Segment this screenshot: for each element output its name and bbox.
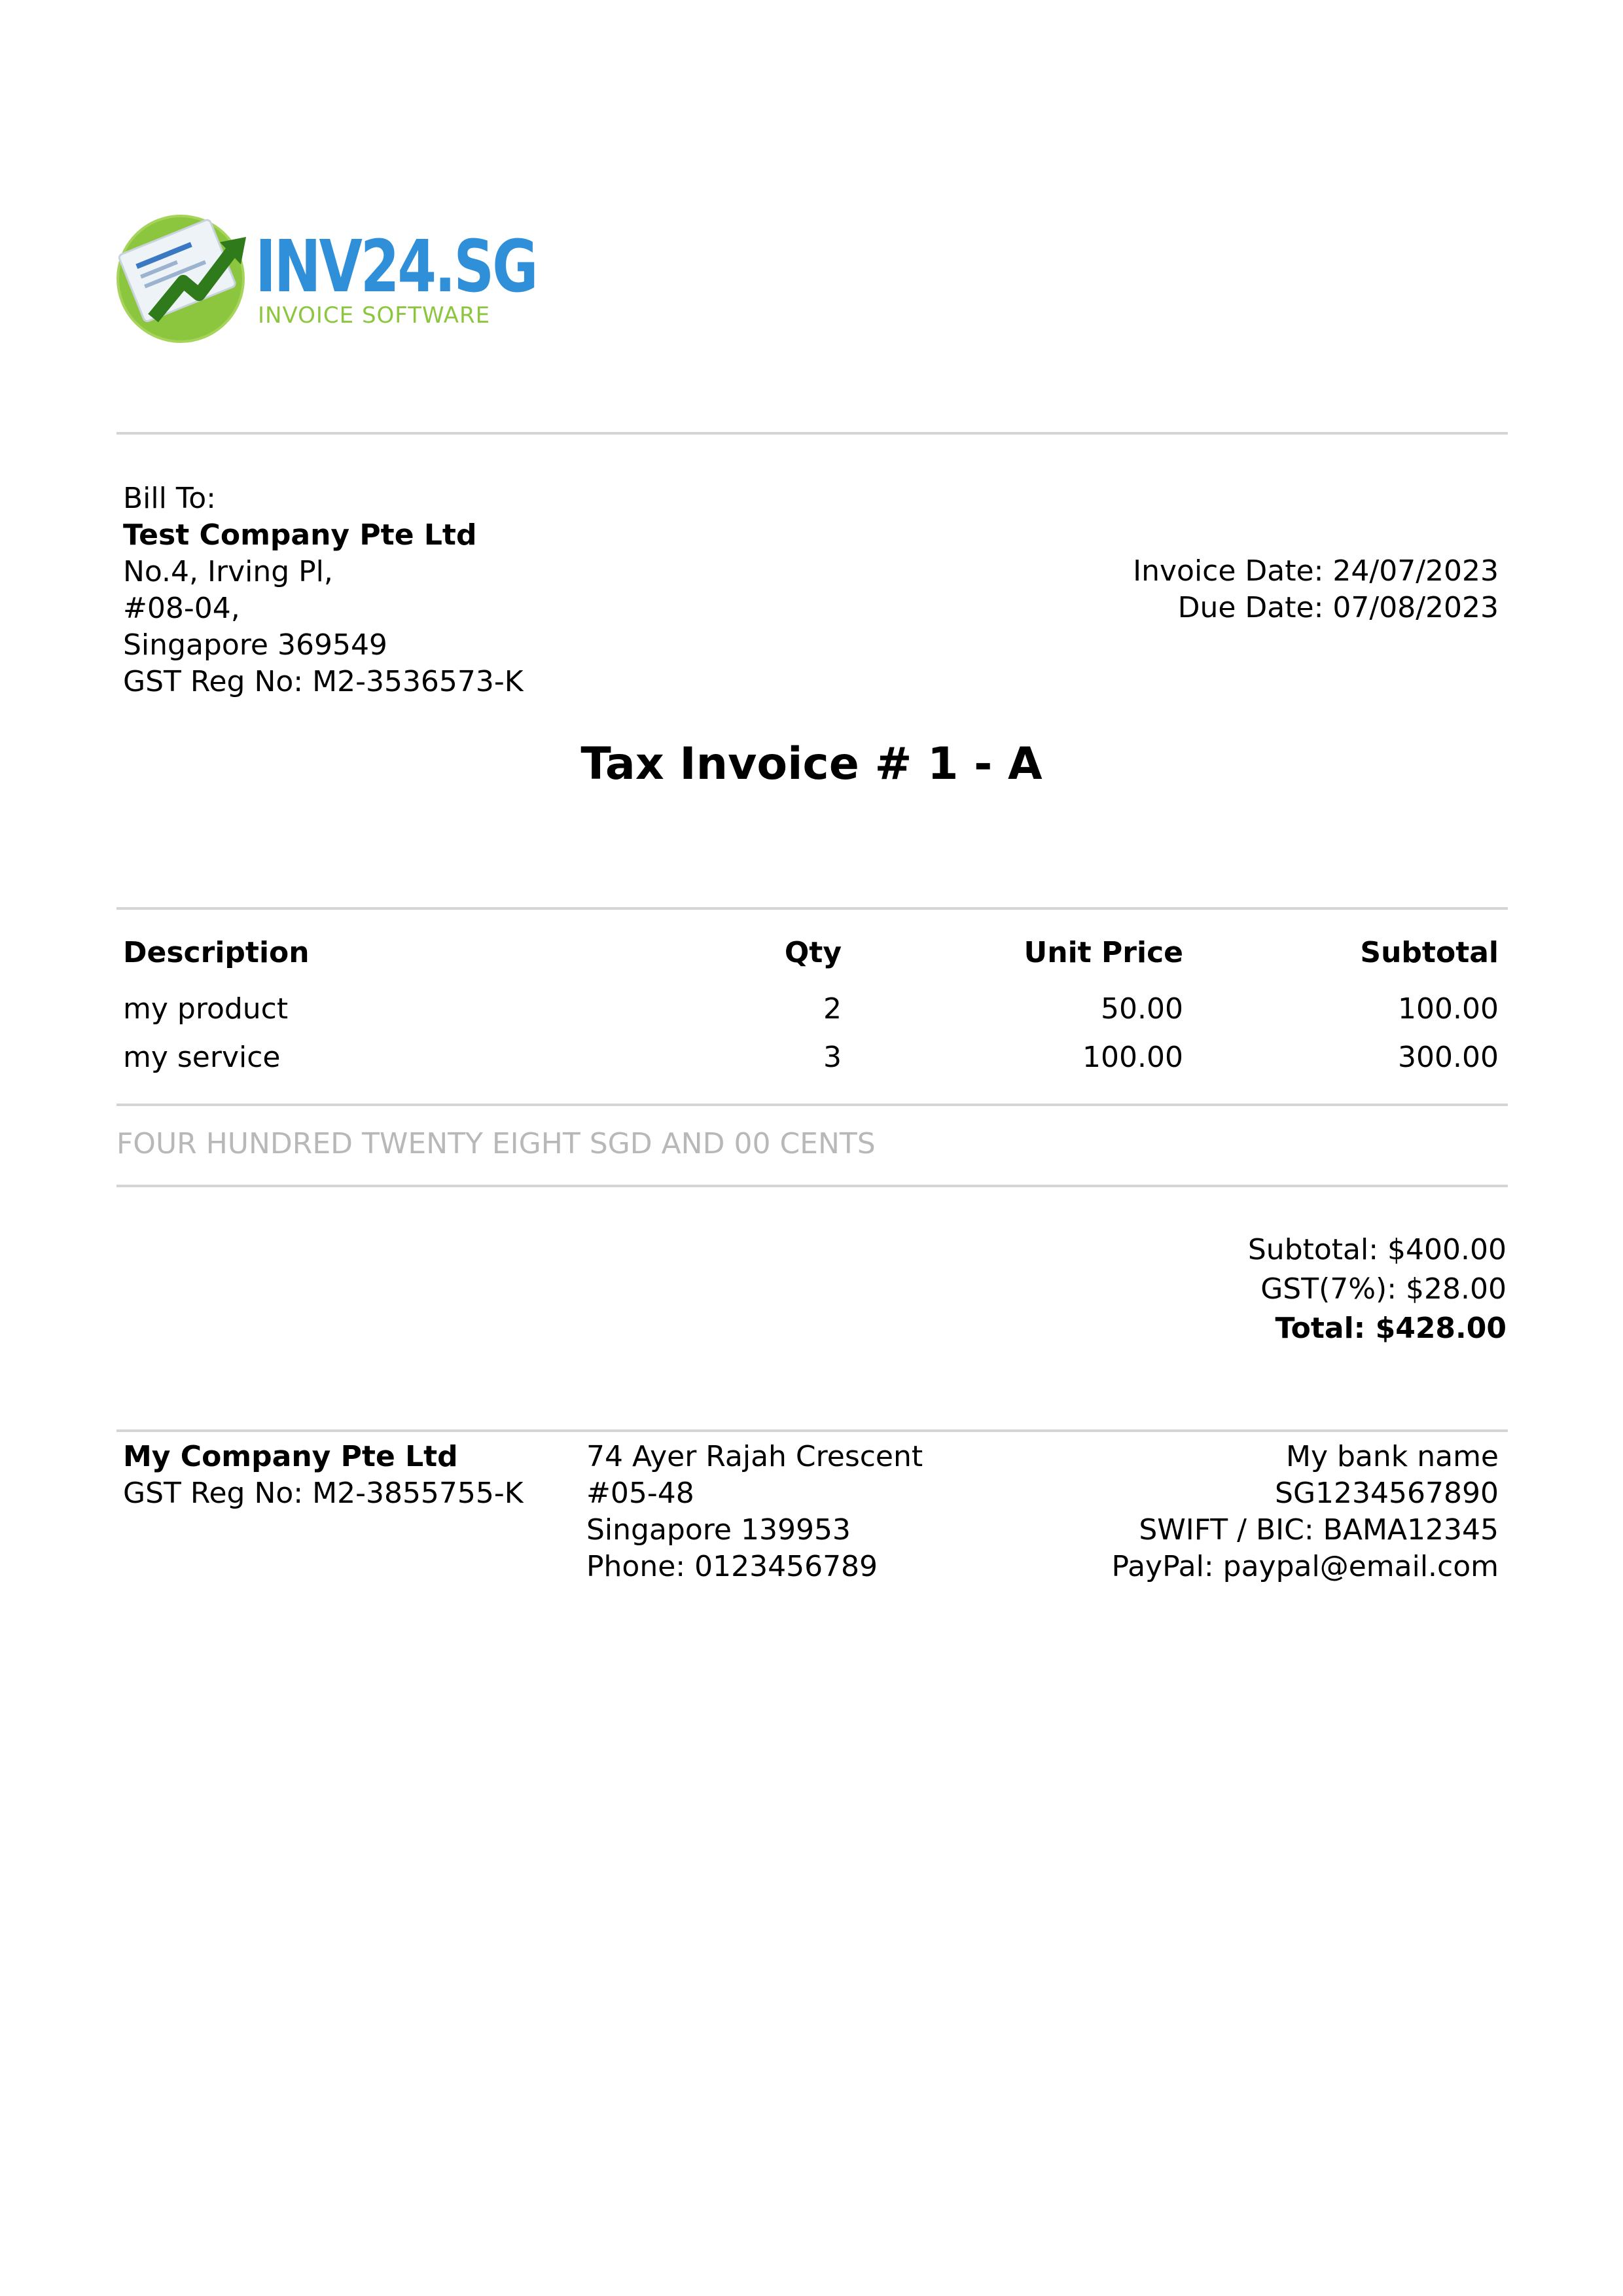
invoice-title: Tax Invoice # 1 - A [580,738,1043,790]
amount-in-words: FOUR HUNDRED TWENTY EIGHT SGD AND 00 CENTS [116,1127,876,1160]
bill-to-address-line: No.4, Irving Pl, [123,555,333,588]
bill-to-company: Test Company Pte Ltd [123,518,477,552]
col-header-unit-price: Unit Price [1024,936,1183,969]
footer-address-line: 74 Ayer Rajah Crescent [586,1440,923,1473]
footer-bank-name: My bank name [1285,1440,1499,1473]
cell-subtotal: 300.00 [1398,1041,1499,1074]
divider [116,1429,1508,1432]
bill-to-gst: GST Reg No: M2-3536573-K [123,665,524,698]
footer-bank-block [1112,1439,1499,1585]
col-header-subtotal: Subtotal [1360,936,1499,969]
bill-to-block [123,480,524,700]
footer-phone: Phone: 0123456789 [586,1550,878,1583]
logo-tagline: INVOICE SOFTWARE [258,302,491,329]
footer-paypal: PayPal: paypal@email.com [1111,1550,1499,1583]
cell-qty: 2 [823,992,842,1026]
cell-subtotal: 100.00 [1398,992,1499,1026]
cell-unit-price: 100.00 [1082,1041,1183,1074]
invoice-dates [1133,553,1499,626]
footer-bank-account: SG1234567890 [1275,1477,1499,1510]
cell-description: my service [123,1041,281,1074]
cell-unit-price: 50.00 [1101,992,1183,1026]
bill-to-address-line: #08-04, [123,592,240,625]
cell-description: my product [123,992,289,1026]
cell-qty: 3 [823,1041,842,1074]
bill-to-label: Bill To: [123,482,216,515]
footer-address-line: Singapore 139953 [586,1513,851,1547]
divider [116,432,1508,435]
invoice-date: Invoice Date: 24/07/2023 [1133,554,1499,588]
footer-swift: SWIFT / BIC: BAMA12345 [1139,1513,1499,1547]
totals-block [1248,1230,1507,1348]
footer-company: My Company Pte Ltd [123,1440,458,1473]
totals-subtotal: Subtotal: $400.00 [1247,1233,1507,1266]
divider [116,1185,1508,1187]
divider [116,907,1508,910]
footer-gst: GST Reg No: M2-3855755-K [123,1477,524,1510]
col-header-description: Description [123,936,310,969]
footer-address-line: #05-48 [586,1477,694,1510]
logo-name: INV24.SG [255,224,537,308]
bill-to-address-line: Singapore 369549 [123,628,387,662]
col-header-qty: Qty [784,936,842,969]
footer-company-block [123,1439,524,1512]
footer-address-block [586,1439,923,1585]
divider [116,1103,1508,1106]
totals-gst: GST(7%): $28.00 [1260,1272,1507,1306]
due-date: Due Date: 07/08/2023 [1177,591,1499,624]
totals-total: Total: $428.00 [1275,1312,1507,1345]
